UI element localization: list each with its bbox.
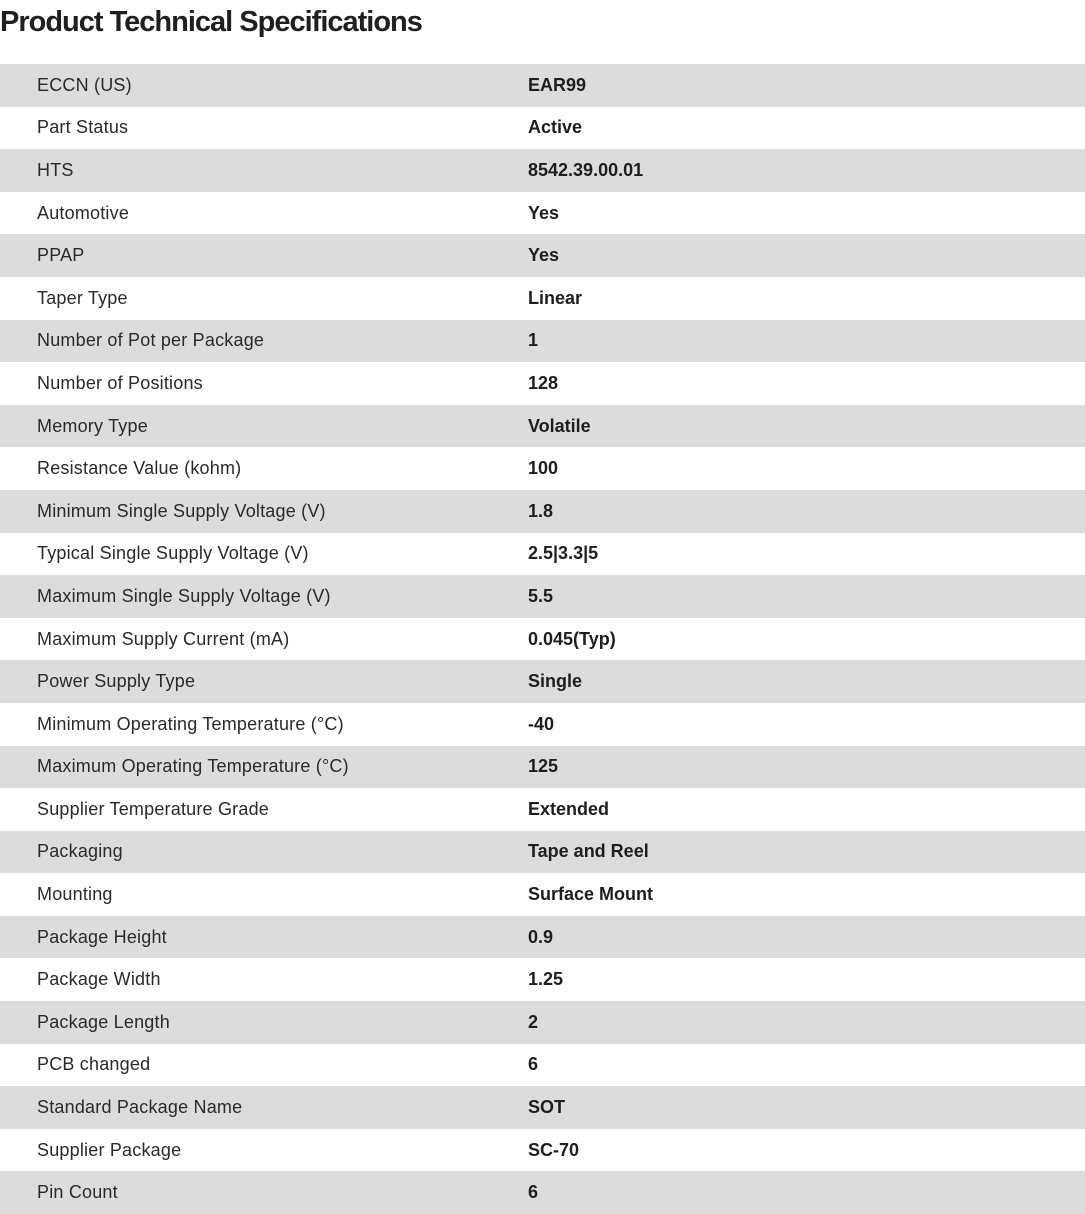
spec-row [0,746,1085,789]
spec-value: 6 [528,1054,539,1075]
spec-label: Minimum Single Supply Voltage (V) [37,500,326,521]
spec-label: Number of Positions [37,372,203,393]
spec-label: Package Height [37,926,167,947]
spec-label: Mounting [37,884,113,905]
spec-value: 2 [528,1011,539,1032]
spec-value: 0.9 [528,926,554,947]
spec-row [0,405,1085,448]
spec-row [0,192,1085,235]
spec-row [0,788,1085,831]
spec-label: Pin Count [37,1182,118,1203]
spec-label: Number of Pot per Package [37,330,265,351]
spec-row [0,618,1085,661]
spec-row [0,1044,1085,1087]
spec-value: 1.25 [528,969,564,990]
spec-row [0,490,1085,533]
spec-row [0,660,1085,703]
spec-row [0,362,1085,405]
spec-row [0,277,1085,320]
spec-value: 8542.39.00.01 [528,159,644,180]
spec-label: Package Length [37,1011,170,1032]
spec-value: 6 [528,1182,539,1203]
spec-label: Standard Package Name [37,1097,243,1118]
spec-value: Single [528,671,583,692]
spec-row [0,533,1085,576]
spec-row [0,873,1085,916]
spec-label: Maximum Supply Current (mA) [37,628,290,649]
spec-row [0,958,1085,1001]
spec-value: Yes [528,202,560,223]
spec-label: Resistance Value (kohm) [37,458,242,479]
spec-label: Packaging [37,841,123,862]
spec-row [0,447,1085,490]
page-title: Product Technical Specifications [0,6,422,38]
spec-value: Active [528,117,583,138]
spec-value: Volatile [528,415,591,436]
spec-row [0,107,1085,150]
spec-value: 1 [528,330,539,351]
spec-value: 1.8 [528,500,554,521]
spec-value: Tape and Reel [528,841,649,862]
spec-label: Memory Type [37,415,148,436]
spec-row [0,703,1085,746]
spec-value: Surface Mount [528,884,654,905]
spec-label: Supplier Package [37,1139,182,1160]
spec-row [0,1129,1085,1172]
spec-row [0,916,1085,959]
spec-row [0,320,1085,363]
spec-value: 125 [528,756,559,777]
spec-value: EAR99 [528,74,587,95]
spec-label: Maximum Operating Temperature (°C) [37,756,349,777]
spec-row [0,831,1085,874]
spec-value: -40 [528,713,555,734]
spec-table [0,64,1085,1214]
spec-value: Linear [528,287,583,308]
spec-value: 128 [528,372,559,393]
spec-value: 2.5|3.3|5 [528,543,599,564]
spec-value: 100 [528,458,559,479]
spec-row [0,64,1085,107]
spec-value: Yes [528,245,560,266]
spec-row [0,575,1085,618]
spec-label: Minimum Operating Temperature (°C) [37,713,344,734]
spec-label: Part Status [37,117,129,138]
spec-value: Extended [528,798,610,819]
spec-label: PCB changed [37,1054,151,1075]
spec-value: SOT [528,1097,566,1118]
spec-label: Automotive [37,202,130,223]
spec-label: ECCN (US) [37,74,132,95]
spec-value: 5.5 [528,585,554,606]
spec-label: Typical Single Supply Voltage (V) [37,543,309,564]
spec-value: 0.045(Typ) [528,628,616,649]
spec-row [0,1001,1085,1044]
spec-label: HTS [37,159,74,180]
spec-value: SC-70 [528,1139,580,1160]
spec-row [0,149,1085,192]
spec-label: PPAP [37,245,85,266]
spec-label: Package Width [37,969,161,990]
spec-row [0,234,1085,277]
spec-label: Supplier Temperature Grade [37,798,269,819]
spec-row [0,1086,1085,1129]
spec-label: Power Supply Type [37,671,196,692]
spec-row [0,1171,1085,1214]
spec-label: Taper Type [37,287,128,308]
spec-label: Maximum Single Supply Voltage (V) [37,585,331,606]
